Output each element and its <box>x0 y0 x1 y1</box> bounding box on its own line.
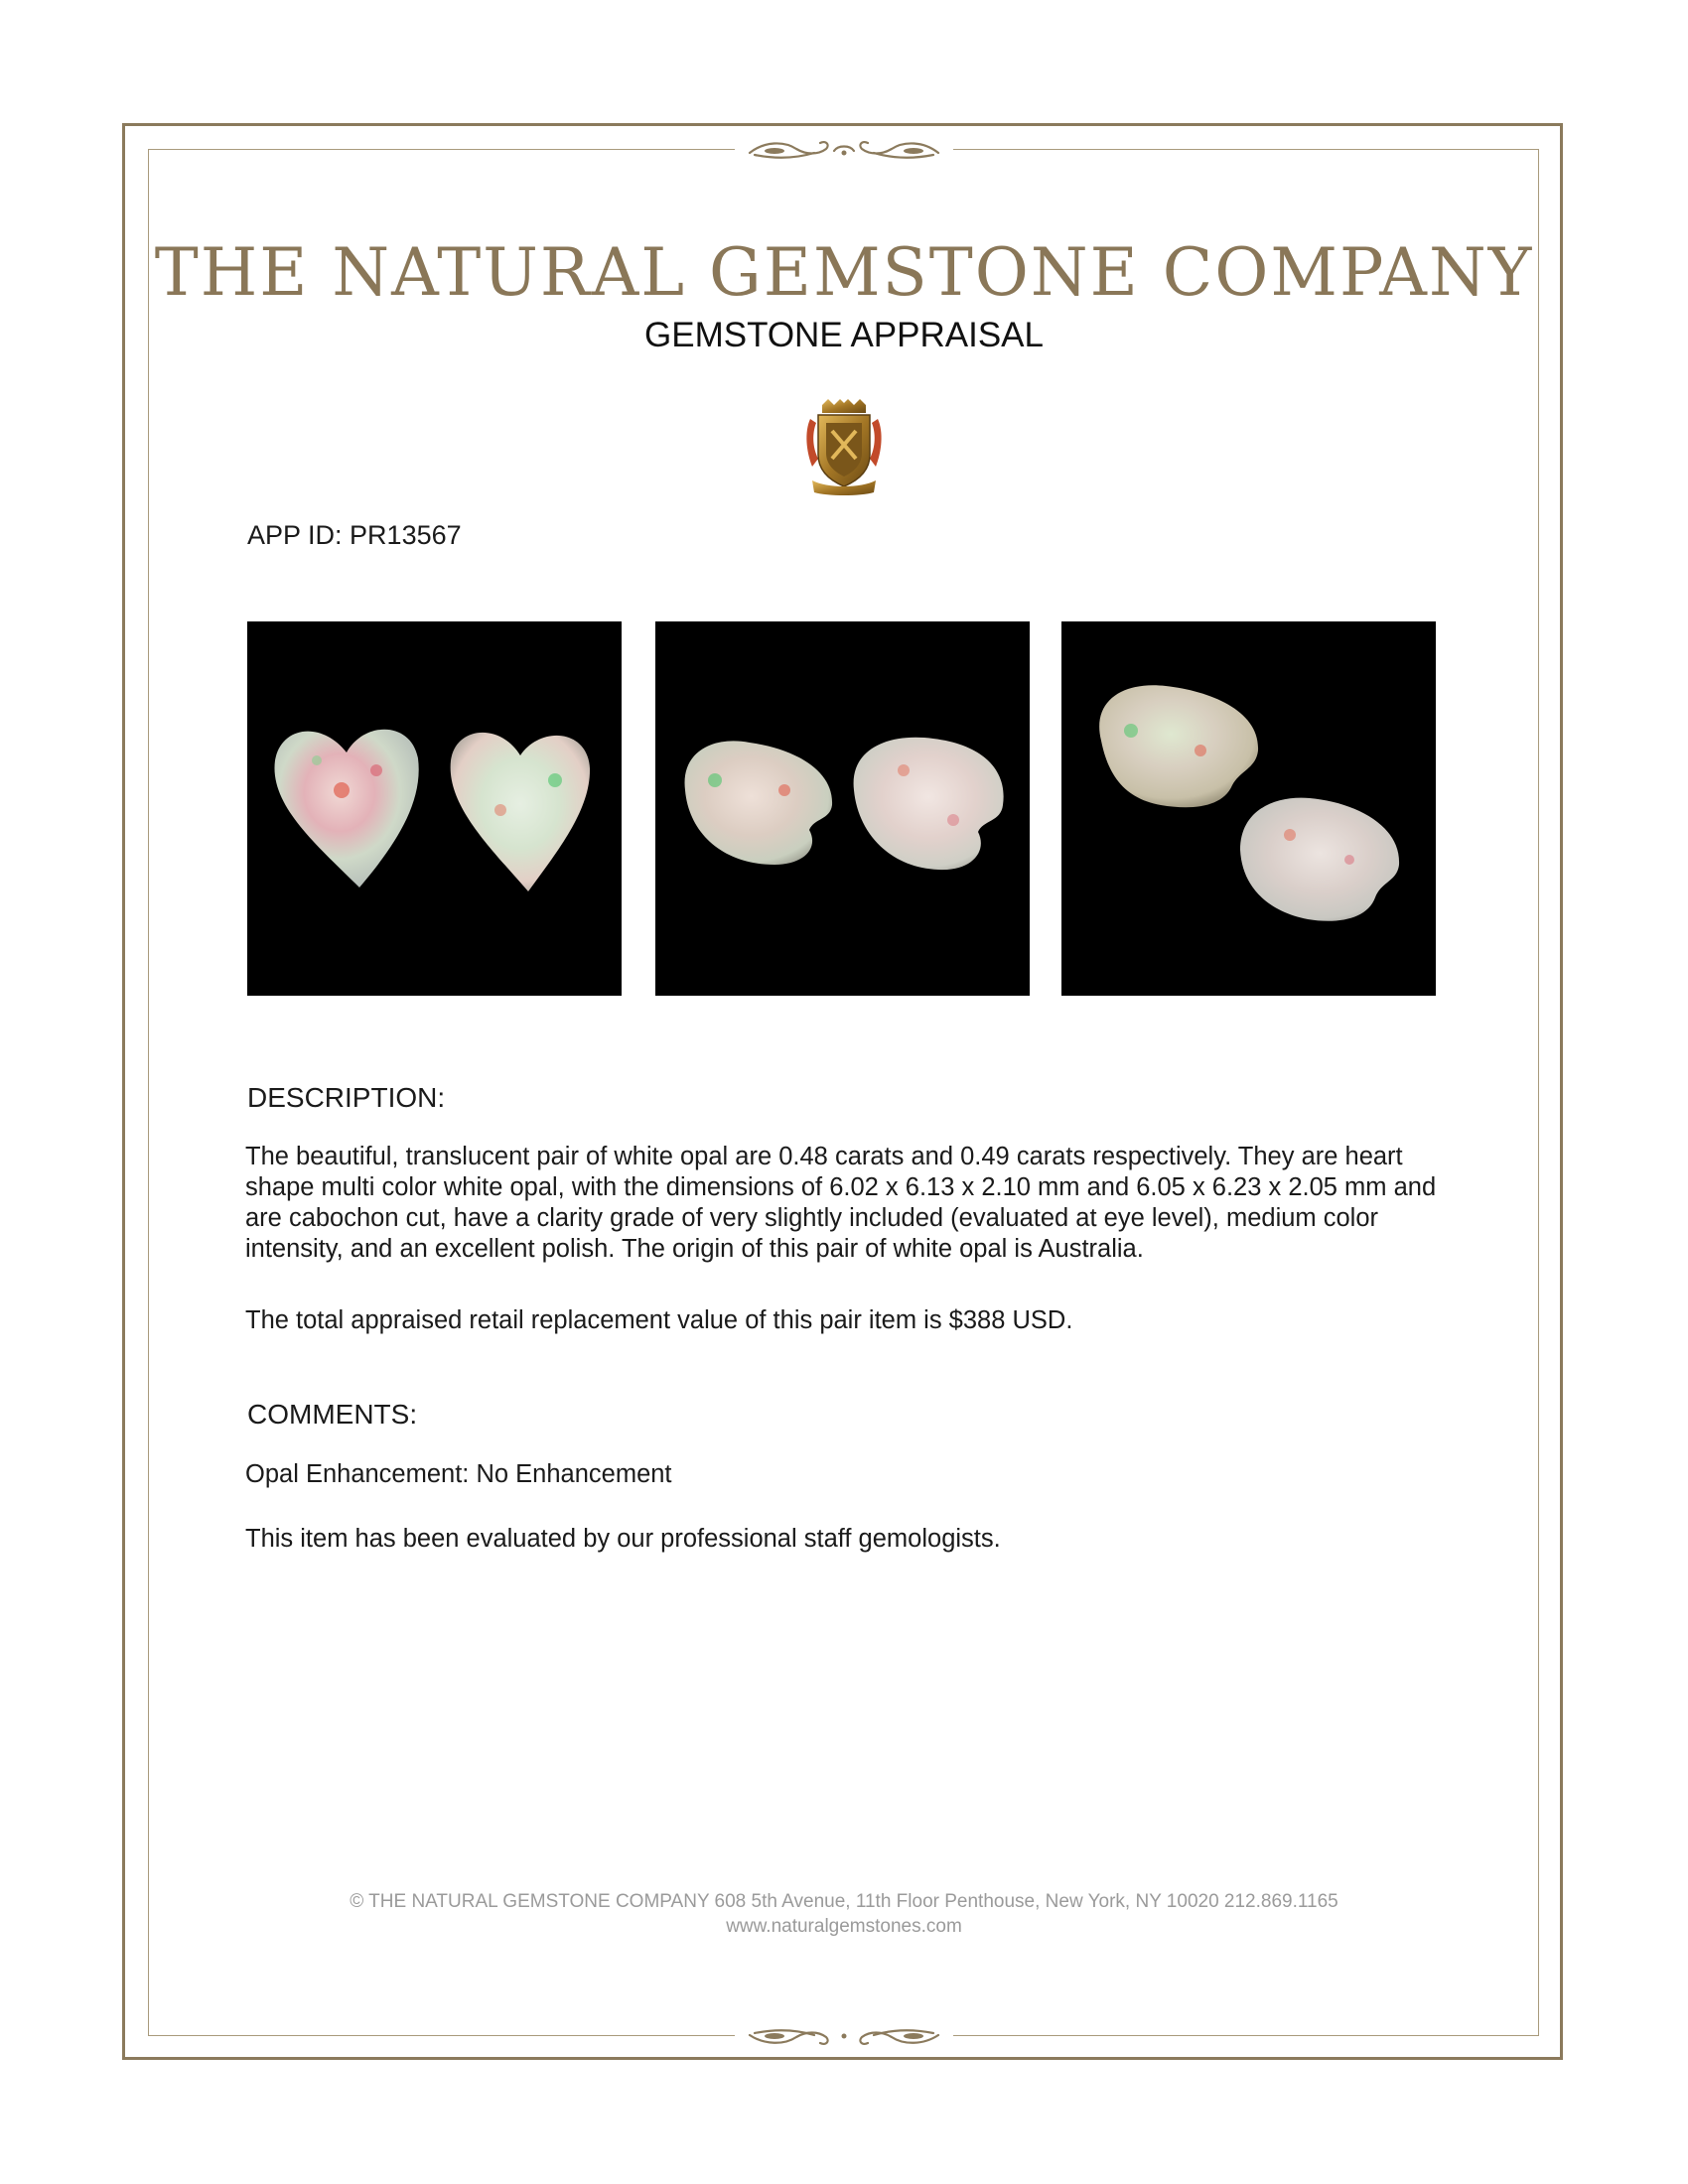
gem-photo-angled <box>1061 621 1436 996</box>
document-title: GEMSTONE APPRAISAL <box>644 316 1044 354</box>
comments-heading: COMMENTS: <box>247 1399 418 1430</box>
app-id: APP ID: PR13567 <box>247 520 462 550</box>
footer-website-link[interactable]: www.naturalgemstones.com <box>726 1916 962 1937</box>
evaluation-text: This item has been evaluated by our professional staff gemologists. <box>245 1525 1001 1553</box>
footer-address: © THE NATURAL GEMSTONE COMPANY 608 5th Avenue, 11th Floor Penthouse, New York, NY 10020 212.869.1165 <box>350 1891 1338 1912</box>
gem-photo-front <box>247 621 622 996</box>
company-name: THE NATURAL GEMSTONE COMPANY <box>154 234 1534 311</box>
bottom-flourish-ornament <box>735 2021 953 2051</box>
company-crest-logo <box>802 397 886 496</box>
description-text: The beautiful, translucent pair of white opal are 0.48 carats and 0.49 carats respectively. They are heart shape multi color white opal, with the dimensions of 6.02 x 6.13 x 2.10 mm and 6.05 x 6.23 x 2.05 mm and are cabochon cut, have a clarity grade of very slightly included (evaluated at eye level), medium color intensity, and an excellent polish. The origin of this pair of white opal is Australia. <box>245 1143 1437 1263</box>
enhancement-text: Opal Enhancement: No Enhancement <box>245 1460 672 1488</box>
top-flourish-ornament <box>735 135 953 165</box>
description-heading: DESCRIPTION: <box>247 1082 446 1113</box>
appraised-value-text: The total appraised retail replacement value of this pair item is $388 USD. <box>245 1306 1073 1334</box>
gem-photo-side <box>655 621 1030 996</box>
